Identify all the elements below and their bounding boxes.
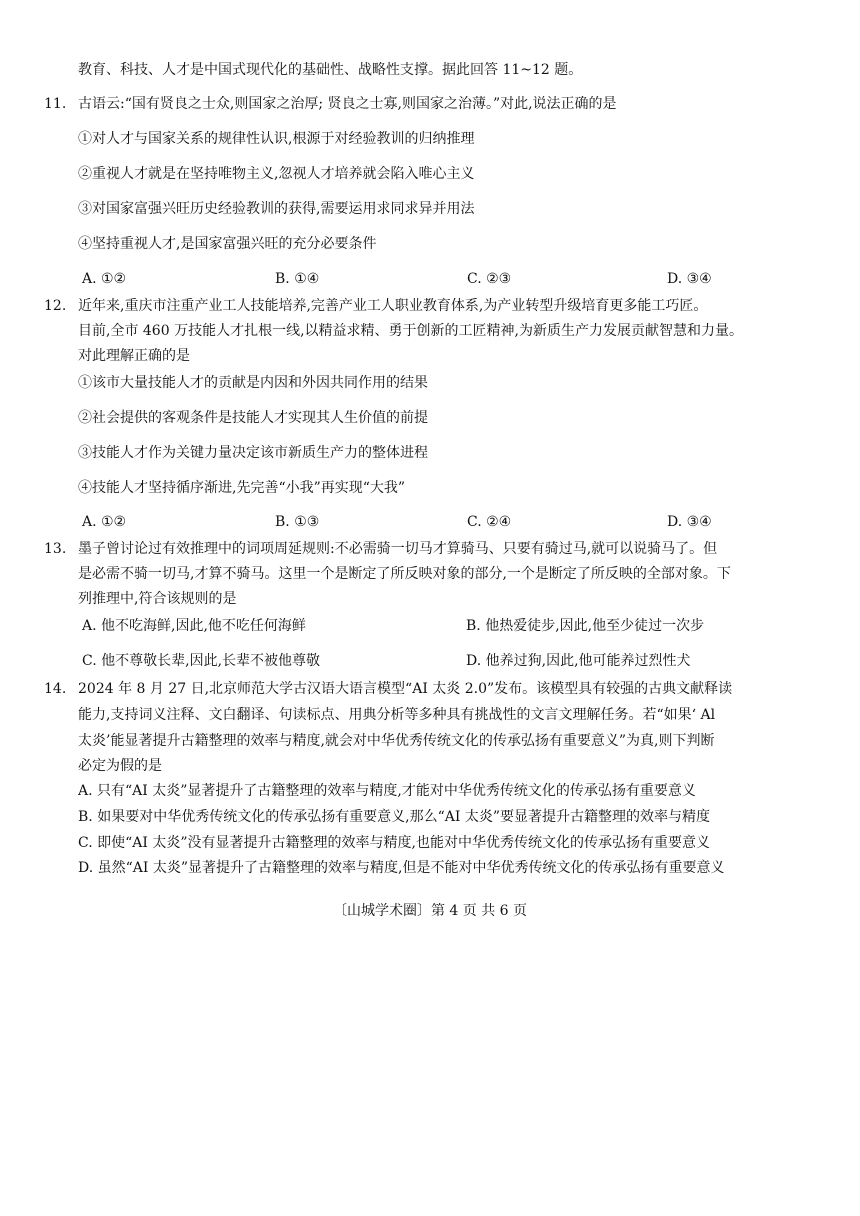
q14-number: 14. — [44, 681, 67, 697]
q11-option-a[interactable]: A. ①② — [82, 271, 127, 287]
q13-stem-line-3: 列推理中,符合该规则的是 — [78, 591, 237, 607]
q11-option-b[interactable]: B. ①④ — [275, 271, 320, 287]
q11-number: 11. — [44, 96, 67, 112]
q11-stem: 古语云:“国有贤良之士众,则国家之治厚; 贤良之士寡,则国家之治薄。”对此,说法正确的是 — [78, 96, 617, 112]
q13-number: 13. — [44, 541, 67, 557]
q13-option-d[interactable]: D. 他养过狗,因此,他可能养过烈性犬 — [466, 653, 691, 669]
q12-option-c[interactable]: C. ②④ — [467, 514, 512, 530]
q13-option-c[interactable]: C. 他不尊敬长辈,因此,长辈不被他尊敬 — [82, 653, 321, 669]
q12-stem-line-2: 目前,全市 460 万技能人才扎根一线,以精益求精、勇于创新的工匠精神,为新质生产力发展贡献智慧和力量。 — [78, 323, 743, 339]
q14-stem-line-2: 能力,支持词义注释、文白翻译、句读标点、用典分析等多种具有挑战性的文言文理解任务。若“如果‘ Al — [78, 707, 716, 723]
q13-stem-line-2: 是必需不骑一切马,才算不骑马。这里一个是断定了所反映对象的部分,一个是断定了所反映的全部对象。下 — [78, 566, 731, 582]
q14-option-d[interactable]: D. 虽然“AI 太炎”显著提升了古籍整理的效率与精度,但是不能对中华优秀传统文化的传承弘扬有重要意义 — [78, 860, 725, 876]
q14-stem-line-3: 太炎’能显著提升古籍整理的效率与精度,就会对中华优秀传统文化的传承弘扬有重要意义”为真,则下判断 — [78, 733, 715, 749]
q12-statement-1: ①该市大量技能人才的贡献是内因和外因共同作用的结果 — [78, 375, 428, 391]
q12-statement-2: ②社会提供的客观条件是技能人才实现其人生价值的前提 — [78, 410, 428, 426]
q12-stem-line-3: 对此理解正确的是 — [78, 348, 190, 364]
q12-number: 12. — [44, 298, 67, 314]
q12-statement-3: ③技能人才作为关键力量决定该市新质生产力的整体进程 — [78, 445, 428, 461]
q14-stem-line-4: 必定为假的是 — [78, 758, 162, 774]
section-intro: 教育、科技、人才是中国式现代化的基础性、战略性支撑。据此回答 11~12 题。 — [78, 62, 583, 78]
q11-statement-1: ①对人才与国家关系的规律性认识,根源于对经验教训的归纳推理 — [78, 131, 475, 147]
q11-statement-4: ④坚持重视人才,是国家富强兴旺的充分必要条件 — [78, 236, 377, 252]
q11-option-d[interactable]: D. ③④ — [667, 271, 712, 287]
q12-option-a[interactable]: A. ①② — [82, 514, 127, 530]
q11-option-c[interactable]: C. ②③ — [467, 271, 512, 287]
q13-stem-line-1: 墨子曾讨论过有效推理中的词项周延规则:不必需骑一切马才算骑马、只要有骑过马,就可以说骑马了。但 — [78, 541, 718, 557]
q12-option-b[interactable]: B. ①③ — [275, 514, 320, 530]
q14-option-c[interactable]: C. 即使“AI 太炎”没有显著提升古籍整理的效率与精度,也能对中华优秀传统文化的传承弘扬有重要意义 — [78, 835, 710, 851]
page-footer: 〔山城学术圈〕第 4 页 共 6 页 — [332, 903, 528, 919]
q14-option-a[interactable]: A. 只有“AI 太炎”显著提升了古籍整理的效率与精度,才能对中华优秀传统文化的传承弘扬有重要意义 — [78, 783, 696, 799]
q11-statement-3: ③对国家富强兴旺历史经验教训的获得,需要运用求同求异并用法 — [78, 201, 475, 217]
q13-option-a[interactable]: A. 他不吃海鲜,因此,他不吃任何海鲜 — [82, 618, 306, 634]
q14-option-b[interactable]: B. 如果要对中华优秀传统文化的传承弘扬有重要意义,那么“AI 太炎”要显著提升古籍整理的效率与精度 — [78, 809, 711, 825]
q13-option-b[interactable]: B. 他热爱徒步,因此,他至少徒过一次步 — [466, 618, 705, 634]
q12-option-d[interactable]: D. ③④ — [667, 514, 712, 530]
q14-stem-line-1: 2024 年 8 月 27 日,北京师范大学古汉语大语言模型“AI 太炎 2.0”发布。该模型具有较强的古典文献释读 — [78, 681, 733, 697]
q12-stem-line-1: 近年来,重庆市注重产业工人技能培养,完善产业工人职业教育体系,为产业转型升级培育更多能工巧匠。 — [78, 298, 708, 314]
q11-statement-2: ②重视人才就是在坚持唯物主义,忽视人才培养就会陷入唯心主义 — [78, 166, 475, 182]
q12-statement-4: ④技能人才坚持循序渐进,先完善“小我”再实现“大我” — [78, 480, 406, 496]
